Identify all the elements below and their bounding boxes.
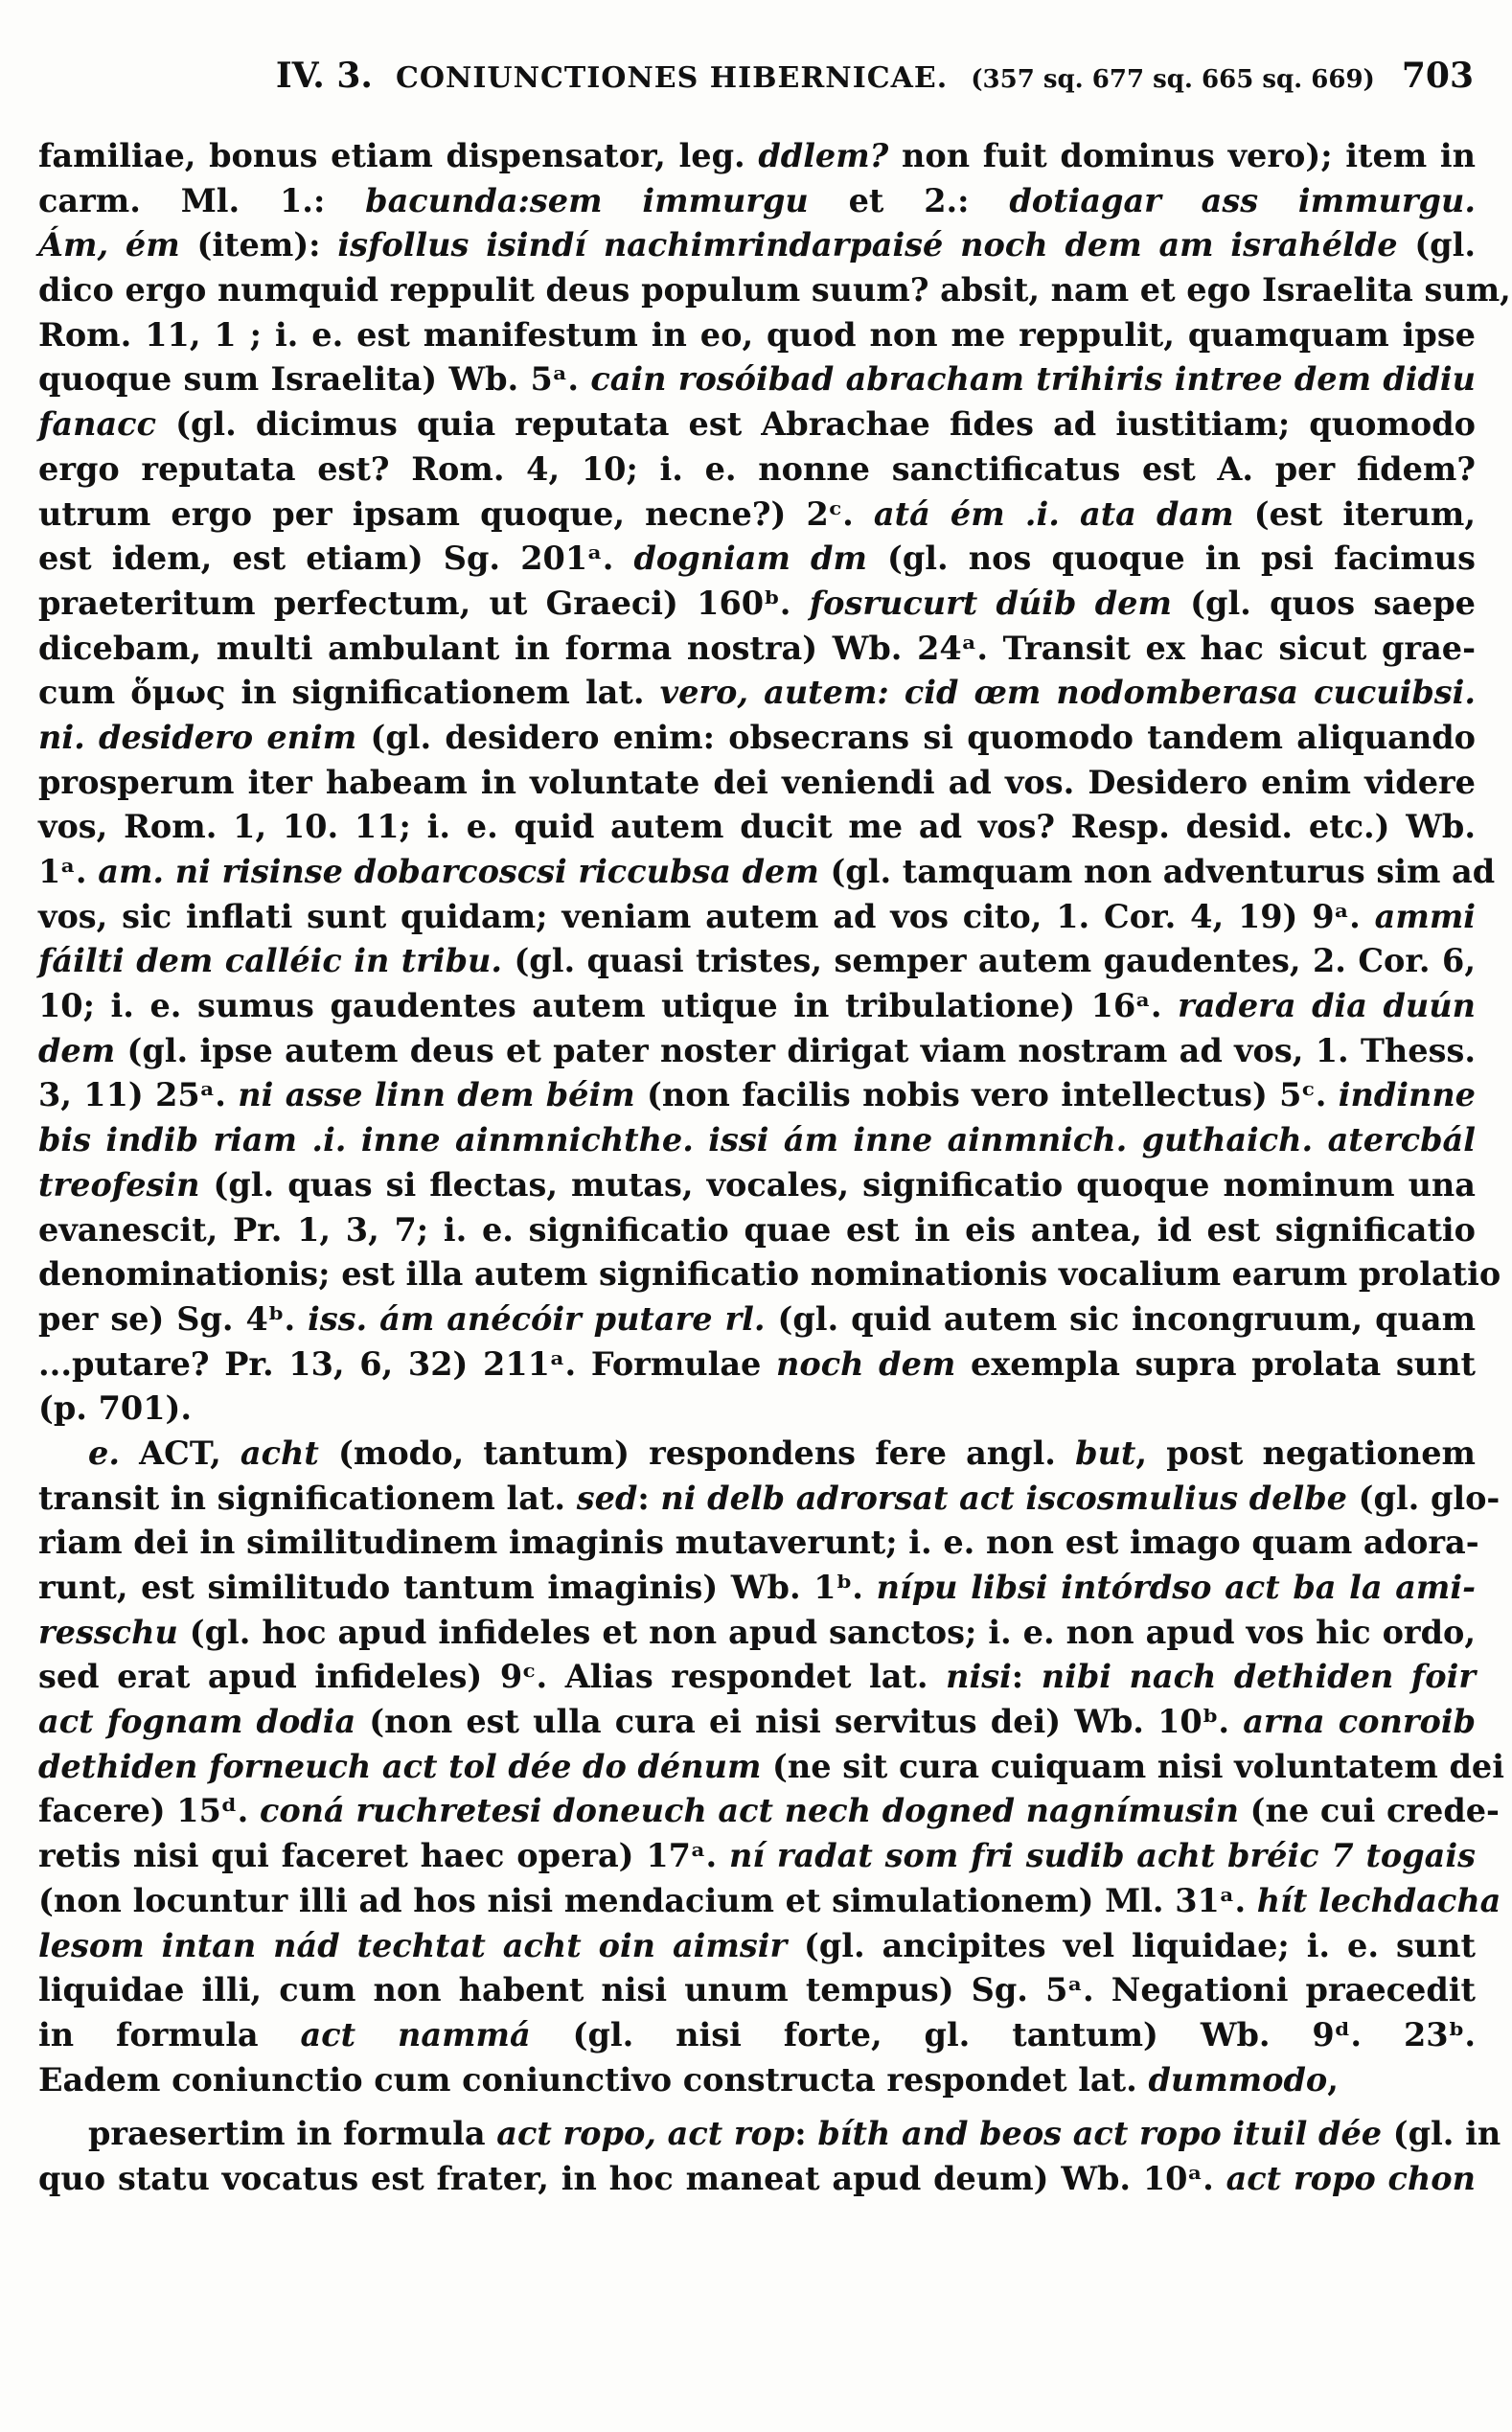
text-line: Rom. 11, 1 ; i. e. est manifestum in eo, quod non me reppulit, quamquam ipse	[38, 315, 1476, 354]
text-line: e. ACT, acht (modo, tantum) respondens fere angl. but, post negationem	[88, 1434, 1476, 1472]
text-line: bis indib riam .i. inne ainmnichthe. issi ám inne ainmnich. guthaich. atercbál	[38, 1121, 1476, 1159]
text-line: praesertim in formula act ropo, act rop: bíth and beos act ropo ituil dée (gl. in	[88, 2115, 1501, 2153]
text-line: praeteritum perfectum, ut Graeci) 160ᵇ. fosrucurt dúib dem (gl. quos saepe	[38, 584, 1476, 622]
text-line: familiae, bonus etiam dispensator, leg. ddlem? non fuit dominus vero); item in	[38, 137, 1476, 174]
section-number: IV. 3.	[275, 56, 373, 96]
text-line: 3, 11) 25ᵃ. ni asse linn dem béim (non facilis nobis vero intellectus) 5ᶜ. indinne	[38, 1076, 1476, 1114]
body-text	[38, 134, 1511, 2405]
text-line: ...putare? Pr. 13, 6, 32) 211ᵃ. Formulae noch dem exempla supra prolata sunt	[38, 1344, 1476, 1383]
text-line: Ám, ém (item): isfollus isindí nachimrindarpaisé noch dem am israhélde (gl.	[38, 226, 1476, 264]
text-line: resschu (gl. hoc apud infideles et non apud sanctos; i. e. non apud vos hic ordo,	[38, 1613, 1476, 1651]
text-line: treofesin (gl. quas si flectas, mutas, vocales, significatio quoque nominum una	[38, 1165, 1476, 1204]
text-line: Eadem coniunctio cum coniunctivo constructa respondet lat. dummodo,	[38, 2060, 1339, 2099]
page-references: (357 sq. 677 sq. 665 sq. 669)	[971, 65, 1375, 94]
text-line: dico ergo numquid reppulit deus populum suum? absit, nam et ego Israelita sum,	[38, 271, 1511, 310]
page-number: 703	[1401, 56, 1474, 96]
text-line: runt, est similitudo tantum imaginis) Wb. 1ᵇ. nípu libsi intórdso act ba la ami-	[38, 1569, 1476, 1606]
text-line: denominationis; est illa autem significatio nominationis vocalium earum prolatio	[38, 1255, 1501, 1294]
text-line: fanacc (gl. dicimus quia reputata est Abrachae fides ad iustitiam; quomodo	[38, 405, 1476, 444]
text-line: riam dei in similitudinem imaginis mutaverunt; i. e. non est imago quam adora-	[38, 1524, 1479, 1562]
text-line: prosperum iter habeam in voluntate dei veniendi ad vos. Desidero enim videre	[38, 763, 1476, 801]
text-line: liquidae illi, cum non habent nisi unum tempus) Sg. 5ᵃ. Negationi praecedit	[38, 1971, 1476, 2009]
text-line: ni. desidero enim (gl. desidero enim: obsecrans si quomodo tandem aliquando	[38, 718, 1477, 756]
running-title: CONIUNCTIONES HIBERNICAE.	[395, 61, 949, 95]
text-line: act fognam dodia (non est ulla cura ei nisi servitus dei) Wb. 10ᵇ. arna conroib	[38, 1703, 1476, 1741]
text-line: per se) Sg. 4ᵇ. iss. ám anécóir putare rl. (gl. quid autem sic incongruum, quam	[38, 1299, 1477, 1338]
running-header	[38, 56, 1474, 103]
text-line: cum ὅμως in significationem lat. vero, autem: cid œm nodomberasa cucuibsi.	[38, 674, 1476, 712]
text-line: in formula act nammá (gl. nisi forte, gl. tantum) Wb. 9ᵈ. 23ᵇ.	[38, 2015, 1476, 2053]
text-line: fáilti dem calléic in tribu. (gl. quasi tristes, semper autem gaudentes, 2. Cor. 6,	[38, 942, 1476, 980]
text-line: ergo reputata est? Rom. 4, 10; i. e. nonne sanctificatus est A. per fidem?	[38, 449, 1476, 488]
text-line: vos, Rom. 1, 10. 11; i. e. quid autem ducit me ad vos? Resp. desid. etc.) Wb.	[38, 808, 1476, 846]
text-line: dethiden forneuch act tol dée do dénum (ne sit cura cuiquam nisi voluntatem dei	[38, 1747, 1504, 1785]
text-line: lesom intan nád techtat acht oin aimsir (gl. ancipites vel liquidae; i. e. sunt	[38, 1926, 1476, 1964]
text-line: evanescit, Pr. 1, 3, 7; i. e. significatio quae est in eis antea, id est significatio	[38, 1210, 1476, 1249]
text-line: est idem, est etiam) Sg. 201ᵃ. dogniam dm (gl. nos quoque in psi facimus	[38, 539, 1476, 578]
text-line: transit in significationem lat. sed: ni delb adrorsat act iscosmulius delbe (gl. glo-	[38, 1479, 1501, 1517]
text-line: quo statu vocatus est frater, in hoc maneat apud deum) Wb. 10ᵃ. act ropo chon	[38, 2159, 1476, 2197]
text-line: vos, sic inflati sunt quidam; veniam autem ad vos cito, 1. Cor. 4, 19) 9ᵃ. ammi	[38, 897, 1476, 935]
text-line: facere) 15ᵈ. coná ruchretesi doneuch act nech dogned nagnímusin (ne cui crede-	[38, 1792, 1500, 1830]
text-line: (p. 701).	[38, 1389, 193, 1428]
text-line: carm. Ml. 1.: bacunda:sem immurgu et 2.: dotiagar ass immurgu.	[38, 181, 1476, 219]
text-line: utrum ergo per ipsam quoque, necne?) 2ᶜ. atá ém .i. ata dam (est iterum,	[38, 494, 1476, 533]
text-line: dem (gl. ipse autem deus et pater noster dirigat viam nostram ad vos, 1. Thess.	[38, 1031, 1476, 1069]
text-line: 10; i. e. sumus gaudentes autem utique in tribulatione) 16ᵃ. radera dia duún	[38, 987, 1476, 1025]
text-line: retis nisi qui faceret haec opera) 17ᵃ. ní radat som fri sudib acht bréic 7 togais	[38, 1837, 1476, 1875]
text-line: dicebam, multi ambulant in forma nostra) Wb. 24ᵃ. Transit ex hac sicut grae-	[38, 629, 1476, 667]
text-line: 1ᵃ. am. ni risinse dobarcoscsi riccubsa dem (gl. tamquam non adventurus sim ad	[38, 853, 1496, 890]
text-line: (non locuntur illi ad hos nisi mendacium et simulationem) Ml. 31ᵃ. hít lechdacha	[38, 1881, 1501, 1919]
text-line: quoque sum Israelita) Wb. 5ᵃ. cain rosóibad abracham trihiris intree dem didiu	[38, 360, 1476, 399]
text-line: sed erat apud infideles) 9ᶜ. Alias respondet lat. nisi: nibi nach dethiden foir	[38, 1658, 1476, 1696]
